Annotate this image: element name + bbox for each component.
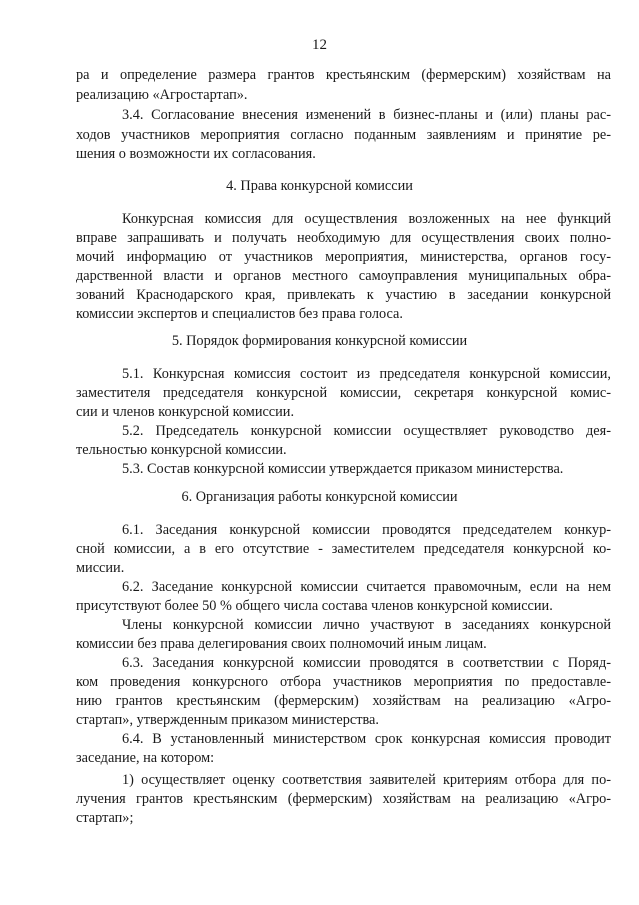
text-line: 6.3. Заседания конкурсной комиссии проводятся в соответствии с Поряд- (122, 655, 611, 671)
text-line: комиссии без права делегирования своих полномочий иным лицам. (76, 636, 487, 652)
page-number: 12 (312, 37, 327, 53)
text-line: заседание, на котором: (76, 750, 215, 766)
text-line: шения о возможности их согласования. (76, 146, 316, 162)
text-line: 5.2. Председатель конкурсной комиссии осуществляет руководство дея- (122, 423, 611, 439)
text-line: зований Краснодарского края, привлекать к участию в заседании конкурсной (76, 287, 611, 303)
text-line: стартап»; (76, 810, 134, 826)
text-line: нию грантов крестьянским (фермерским) хозяйствам на реализацию «Агро- (76, 693, 611, 709)
text-line: заместителя председателя конкурсной комиссии, секретаря конкурсной комис- (76, 385, 611, 401)
text-line: стартап», утвержденным приказом министерства. (76, 712, 379, 728)
text-line: 5.3. Состав конкурсной комиссии утверждается приказом министерства. (122, 461, 564, 477)
text-line: мочий информацию от участников мероприятия, министерства, органов госу- (76, 249, 611, 265)
text-line: Конкурсная комиссия для осуществления возложенных на нее функций (122, 211, 611, 227)
text-line: ходов участников мероприятия согласно поданным заявлениям и принятие ре- (76, 127, 611, 143)
text-line: ра и определение размера грантов крестьянским (фермерским) хозяйствам на (76, 67, 611, 83)
text-line: лучения грантов крестьянским (фермерским) хозяйствам на реализацию «Агро- (76, 791, 611, 807)
text-line: сии и членов конкурсной комиссии. (76, 404, 295, 420)
text-line: Члены конкурсной комиссии лично участвуют в заседаниях конкурсной (122, 617, 611, 633)
text-line: 6.1. Заседания конкурсной комиссии проводятся председателем конкур- (122, 522, 611, 538)
section-heading: 6. Организация работы конкурсной комиссии (181, 489, 458, 505)
text-line: 6.4. В установленный министерством срок конкурсная комиссия проводит (122, 731, 611, 747)
text-line: 1) осуществляет оценку соответствия заявителей критериям отбора для по- (122, 772, 611, 788)
text-line: 3.4. Согласование внесения изменений в бизнес-планы и (или) планы рас- (122, 107, 611, 123)
text-line: 6.2. Заседание конкурсной комиссии считается правомочным, если на нем (122, 579, 611, 595)
text-line: дарственной власти и органов местного самоуправления муниципальных обра- (76, 268, 611, 284)
section-heading: 5. Порядок формирования конкурсной комиссии (171, 333, 468, 349)
text-line: комиссии экспертов и специалистов без права голоса. (76, 306, 403, 322)
text-line: реализацию «Агростартап». (76, 87, 248, 103)
text-line: присутствуют более 50 % общего числа состава членов конкурсной комиссии. (76, 598, 553, 614)
text-line: 5.1. Конкурсная комиссия состоит из председателя конкурсной комиссии, (122, 366, 611, 382)
text-line: сной комиссии, а в его отсутствие - заместителем председателя конкурсной ко- (76, 541, 611, 557)
text-line: ком проведения конкурсного отбора участников мероприятия по предоставле- (76, 674, 611, 690)
text-line: вправе запрашивать и получать необходимую для осуществления своих полно- (76, 230, 611, 246)
text-line: миссии. (76, 560, 125, 576)
text-line: тельностью конкурсной комиссии. (76, 442, 287, 458)
section-heading: 4. Права конкурсной комиссии (226, 178, 413, 194)
